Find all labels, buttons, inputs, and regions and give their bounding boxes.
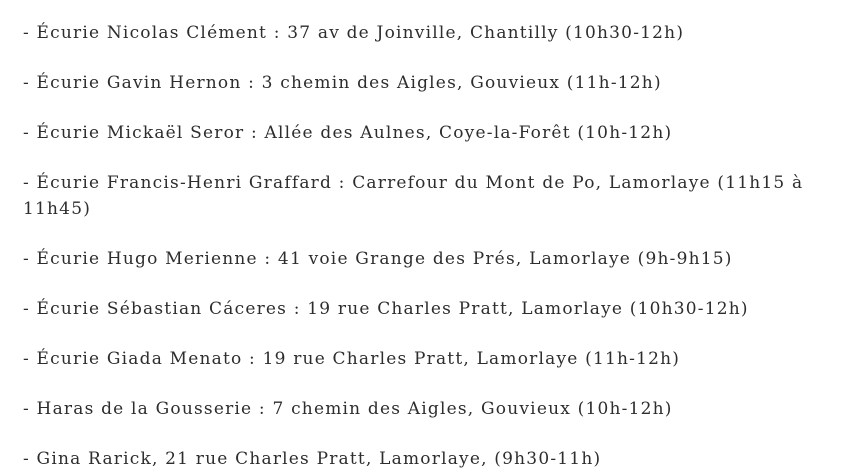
list-item: - Écurie Sébastian Cáceres : 19 rue Charles Pratt, Lamorlaye (10h30-12h) xyxy=(23,299,749,319)
list-item: - Écurie Nicolas Clément : 37 av de Joinville, Chantilly (10h30-12h) xyxy=(23,23,685,43)
list-item: - Écurie Gavin Hernon : 3 chemin des Aigles, Gouvieux (11h-12h) xyxy=(23,73,662,93)
list-item: - Écurie Hugo Merienne : 41 voie Grange des Prés, Lamorlaye (9h-9h15) xyxy=(23,249,733,269)
list-item: - Haras de la Gousserie : 7 chemin des Aigles, Gouvieux (10h-12h) xyxy=(23,399,673,419)
list-item: - Écurie Mickaël Seror : Allée des Aulnes, Coye-la-Forêt (10h-12h) xyxy=(23,123,673,143)
list-item: - Écurie Giada Menato : 19 rue Charles Pratt, Lamorlaye (11h-12h) xyxy=(23,349,681,369)
list-item: - Écurie Francis-Henri Graffard : Carrefour du Mont de Po, Lamorlaye (11h15 à 11h45) xyxy=(23,173,804,219)
list-item: - Gina Rarick, 21 rue Charles Pratt, Lamorlaye, (9h30-11h) xyxy=(23,449,602,469)
